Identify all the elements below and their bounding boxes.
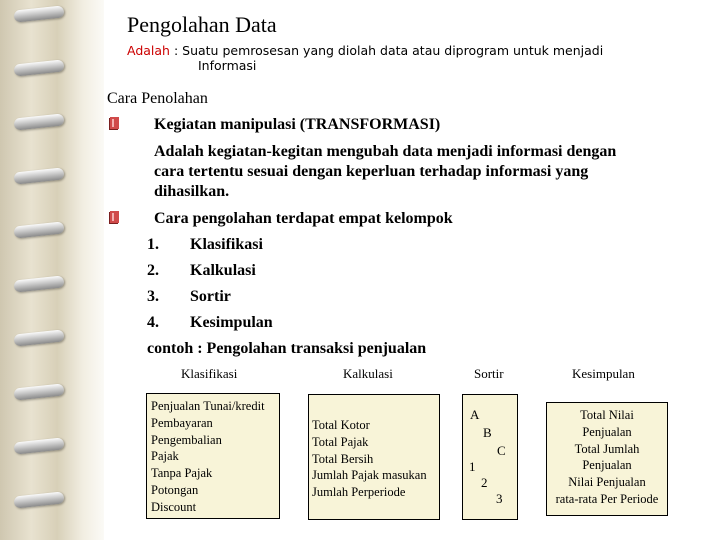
klasifikasi-box (146, 393, 280, 519)
definition-body: : Suatu pemrosesan yang diolah data atau diprogram untuk menjadi (169, 43, 604, 58)
ring-binder-icon (14, 491, 65, 508)
list-item: Discount (151, 499, 197, 514)
definition-keyword: Adalah (127, 43, 170, 58)
ring-binder-icon (14, 437, 65, 454)
list-item: Tanpa Pajak (151, 466, 213, 481)
step-label: Kalkulasi (190, 262, 256, 279)
sort-item: 1 (469, 459, 476, 474)
step-label: Kesimpulan (190, 314, 273, 331)
sort-item: 2 (481, 475, 488, 490)
list-item: Nilai Penjualan (568, 475, 646, 490)
list-item: rata-rata Per Periode (555, 491, 659, 506)
list-item: Penjualan Tunai/kredit (151, 399, 265, 413)
column-header-kesimpulan: Kesimpulan (572, 366, 635, 381)
step-number: 1. (147, 236, 159, 253)
section-heading: Cara Penolahan (107, 90, 208, 107)
list-item: Pajak (151, 449, 179, 464)
bullet-text: Cara pengolahan terdapat empat kelompok (154, 210, 453, 227)
ring-binder-icon (14, 167, 65, 184)
sort-item: B (483, 425, 492, 440)
paragraph-line: Adalah kegiatan-kegitan mengubah data menjadi informasi dengan (154, 143, 617, 160)
step-label: Sortir (190, 288, 231, 305)
ring-binder-strip (0, 0, 104, 540)
bullet-icon (109, 211, 119, 224)
list-item: Total Nilai (580, 408, 634, 422)
bullet-text: Kegiatan manipulasi (TRANSFORMASI) (154, 116, 441, 133)
ring-binder-icon (14, 383, 65, 400)
list-item: Total Kotor (312, 418, 370, 432)
list-item: Pembayaran (151, 415, 213, 430)
list-item: Total Jumlah (574, 441, 640, 456)
page-title: Pengolahan Data (127, 12, 277, 37)
list-item: Potongan (151, 482, 199, 497)
column-header-klasifikasi: Klasifikasi (181, 366, 238, 381)
bullet-icon (109, 117, 119, 130)
step-number: 4. (147, 314, 159, 331)
example-line: contoh : Pengolahan transaksi penjualan (147, 340, 427, 357)
kesimpulan-box (546, 402, 668, 516)
ring-binder-icon (14, 59, 65, 76)
paragraph-line: cara tertentu sesuai dengan keperluan terhadap informasi yang (154, 163, 589, 180)
definition-text (127, 43, 687, 73)
list-item: Penjualan (582, 424, 632, 439)
ring-binder-icon (14, 275, 65, 292)
paragraph-line: dihasilkan. (154, 183, 230, 200)
list-item: Total Bersih (312, 451, 374, 466)
sortir-box (462, 394, 518, 520)
sort-item: C (497, 443, 506, 458)
step-number: 2. (147, 262, 159, 279)
list-item: Jumlah Perperiode (312, 485, 406, 500)
list-item: Pengembalian (151, 432, 222, 447)
list-item: Jumlah Pajak masukan (312, 468, 427, 483)
step-number: 3. (147, 288, 159, 305)
column-header-sortir: Sortir (474, 366, 504, 381)
step-label: Klasifikasi (190, 236, 263, 253)
list-item: Total Pajak (312, 434, 369, 449)
sort-item: 3 (496, 491, 503, 506)
list-item: Penjualan (582, 458, 632, 473)
kalkulasi-box (308, 394, 440, 520)
ring-binder-icon (14, 329, 65, 346)
ring-binder-icon (14, 5, 65, 22)
sort-item: A (470, 407, 480, 422)
definition-continuation: Informasi (198, 58, 257, 73)
ring-binder-icon (14, 221, 65, 238)
column-header-kalkulasi: Kalkulasi (343, 366, 393, 381)
definition-paragraph (154, 142, 684, 202)
ring-binder-icon (14, 113, 65, 130)
